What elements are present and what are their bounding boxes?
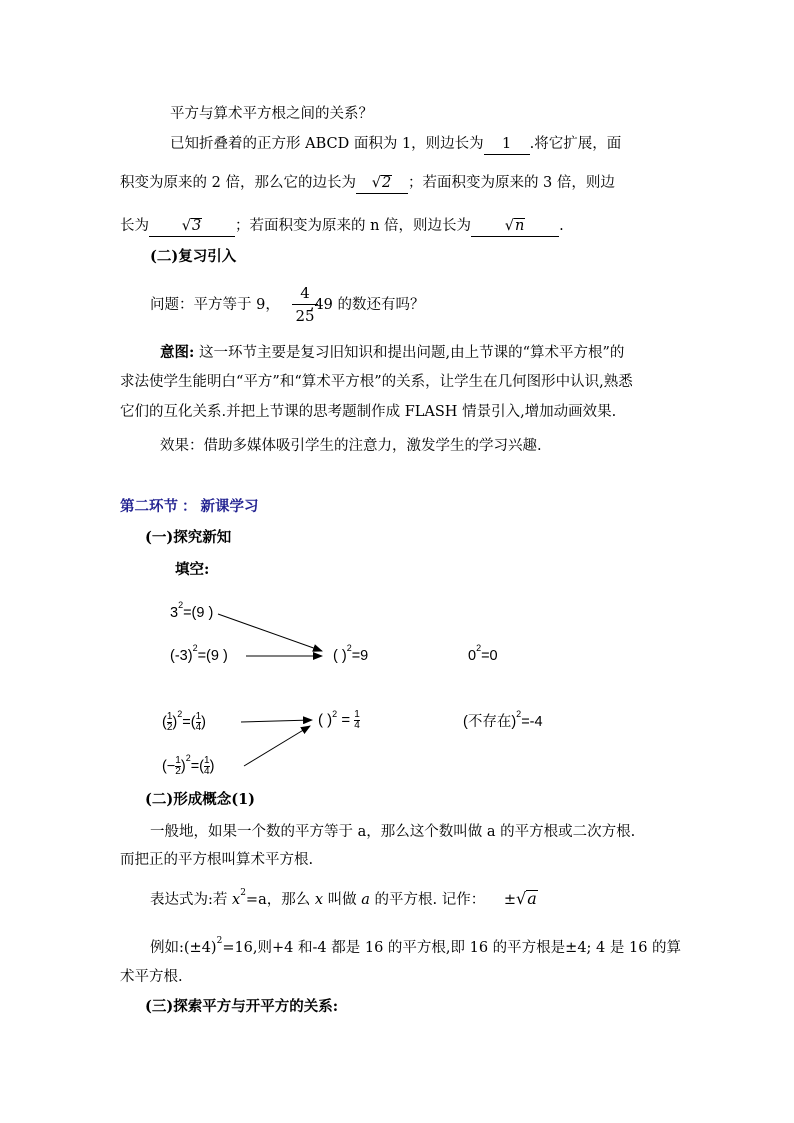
line3-text: 长为: [120, 218, 149, 234]
answer-blank-4: √n: [471, 216, 559, 237]
line1-tail: .将它扩展，面: [529, 136, 622, 152]
concept-example-line2: 术平方根.: [120, 969, 183, 985]
review-heading: (二)复习引入: [150, 248, 237, 265]
expr-half-squared: ( $\frac{1}{2}$ )$^2$=( $\frac{1}{4}$ ): [162, 709, 206, 733]
fill-label: 填空:: [175, 561, 210, 578]
expr-blank-squared-quarter: ( )$^2$ = $\frac{1}{4}$: [318, 709, 360, 731]
fraction-numerator: 4: [300, 284, 310, 302]
section2-sub1: (一)探究新知: [145, 529, 232, 546]
expr-nonexistent-squared: (不存在)$^2$=-4: [463, 709, 543, 730]
answer-blank-1: 1: [484, 134, 530, 155]
arrow-3: [241, 720, 312, 722]
line2-text: 积变为原来的 2 倍，那么它的边长为: [120, 175, 356, 191]
line3-tail: .: [559, 218, 564, 234]
answer-blank-2: √2: [356, 173, 408, 194]
line2-tail: ；若面积变为原来的 3 倍，则边: [407, 175, 615, 191]
expr-3-squared: $3^2=(9$ ): [170, 600, 214, 621]
intro-question: 平方与算术平方根之间的关系？: [170, 106, 373, 122]
concept-line1: 一般地，如果一个数的平方等于 a，那么这个数叫做 a 的平方根或二次方根.: [150, 824, 636, 840]
concept-expression: 表达式为:若 $x^2=a$，那么 x 叫做 a 的平方根. 记作： ±√a: [150, 888, 537, 908]
line3-mid: ；若面积变为原来的 n 倍，则边长为: [235, 218, 472, 234]
intent-text-1: 这一环节主要是复习旧知识和提出问题,由上节课的“算术平方根”的: [198, 345, 625, 361]
question-tail: ,49 的数还有吗？: [309, 297, 425, 313]
expr-neg3-squared: $(-3)^2=(9$ ): [170, 643, 228, 664]
plus-minus-sign: ±: [503, 892, 516, 908]
effect-line: 效果：借助多媒体吸引学生的注意力，激发学生的学习兴趣.: [160, 438, 542, 454]
arrow-1: [218, 614, 322, 651]
answer-blank-3: √3: [149, 216, 235, 237]
radical-a: a: [527, 889, 537, 908]
concept-example: 例如$:(\pm 4)^2=16$,则+4 和-4 都是 16 的平方根,即 16 的平方根是±4; 4 是 16 的算: [150, 936, 682, 956]
concept-heading: (二)形成概念(1): [145, 791, 256, 808]
explore-heading: (三)探索平方与开平方的关系:: [145, 998, 339, 1015]
fraction-denominator: 25: [295, 307, 315, 325]
expr-0-squared: $0^2=0$: [468, 643, 498, 664]
section2-title: 第二环节 ： 新课学习: [120, 499, 259, 515]
intent-line3: 它们的互化关系.并把上节课的思考题制作成 FLASH 情景引入,增加动画效果.: [120, 404, 617, 420]
intent-label: 意图:: [160, 344, 195, 361]
expr-blank-squared-9: ( )$^2$=9: [333, 643, 369, 664]
arrow-4: [244, 726, 310, 766]
line1-text: 已知折叠着的正方形 ABCD 面积为 1，则边长为: [170, 136, 484, 152]
expr-neg-half-squared: (− $\frac{1}{2}$ )$^2$=( $\frac{1}{4}$ ): [162, 753, 215, 777]
concept-line2: 而把正的平方根叫算术平方根.: [120, 852, 314, 868]
question-text: 问题：平方等于 9，: [150, 297, 280, 313]
intent-line2: 求法使学生能明白“平方”和“算术平方根”的关系，让学生在几何图形中认识,熟悉: [120, 374, 633, 390]
